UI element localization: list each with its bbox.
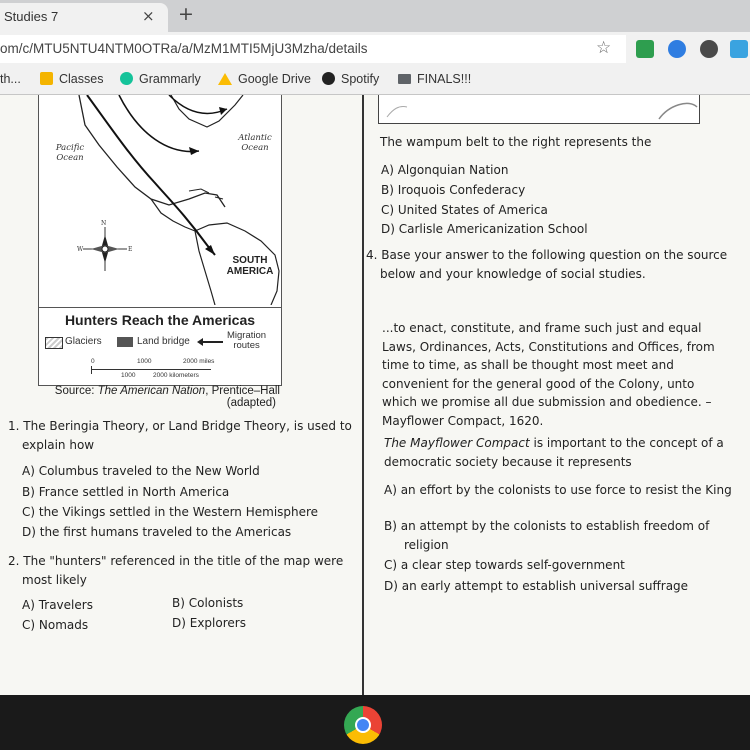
url-text[interactable]: om/c/MTU5NTU4NTM0OTRa/a/MzM1MTI5MjU3Mzha/details — [0, 41, 368, 56]
q2-option-c[interactable]: C) Nomads — [22, 618, 89, 632]
scale-1000-miles: 1000 — [137, 358, 152, 365]
mayflower-quote — [382, 319, 724, 430]
close-tab-icon[interactable]: × — [142, 7, 155, 25]
prompt-italic: The Mayflower Compact — [384, 436, 530, 450]
wampum-belt-image — [378, 95, 700, 124]
column-divider — [362, 95, 364, 695]
dark-extension-icon[interactable] — [700, 40, 718, 58]
q4-option-c[interactable]: C) a clear step towards self-government — [384, 558, 625, 572]
bookmark-classes[interactable] — [40, 72, 103, 86]
map-source — [38, 385, 280, 409]
map-figure — [38, 95, 282, 386]
spotify-icon — [322, 72, 335, 85]
map-title: Hunters Reach the Americas — [39, 307, 281, 328]
folder-icon — [398, 74, 411, 84]
bookmark-label: Spotify — [341, 72, 380, 86]
q1-option-b[interactable]: B) France settled in North America — [22, 485, 230, 499]
legend-land-bridge: Land bridge — [137, 336, 190, 347]
south-america-label: SOUTH AMERICA — [226, 255, 274, 277]
bookmark-label: Classes — [59, 72, 104, 86]
question-2: 2. The "hunters" referenced in the title of the map were most likely — [8, 554, 344, 587]
legend-migration: Migration routes — [227, 330, 267, 351]
scale-2000-km: 2000 kilometers — [153, 372, 199, 379]
wampum-option-b[interactable]: B) Iroquois Confederacy — [381, 183, 526, 197]
chrome-icon[interactable] — [344, 706, 382, 744]
cloud-extension-icon[interactable] — [730, 40, 748, 58]
q4-option-d[interactable]: D) an early attempt to establish universal suffrage — [384, 579, 689, 593]
grammarly-icon — [120, 72, 133, 85]
wampum-option-d[interactable]: D) Carlisle Americanization School — [381, 222, 588, 236]
question-4-prompt — [384, 434, 726, 471]
new-tab-icon[interactable]: + — [178, 3, 194, 25]
map-scale — [91, 357, 221, 383]
pacific-ocean-label: Pacific Ocean — [55, 143, 85, 163]
classes-icon — [40, 72, 53, 85]
legend-glaciers: Glaciers — [65, 336, 102, 347]
tab-strip — [0, 0, 750, 32]
browser-tab[interactable] — [0, 3, 168, 32]
bookmark-label: Google Drive — [238, 72, 311, 86]
arrowhead-icon — [197, 338, 203, 346]
classroom-extension-icon[interactable] — [636, 40, 654, 58]
source-prefix: Source: — [54, 385, 98, 397]
bookmark-star-icon[interactable]: ☆ — [596, 38, 612, 58]
q2-option-d[interactable]: D) Explorers — [172, 616, 246, 630]
chrome-icon-center — [355, 717, 371, 733]
compass-east-label: E — [128, 246, 133, 253]
scale-1000-km: 1000 — [121, 372, 136, 379]
map-legend — [39, 331, 281, 355]
quote-text: ...to enact, constitute, and frame such just and equal Laws, Ordinances, Acts, Constitutions and Offices, from time to time, as shall be thought most meet and convenient for the general good of the Colony, unto which we promise all due submission and obedience. – — [382, 321, 715, 409]
bookmark-spotify[interactable] — [322, 72, 379, 86]
source-publisher: , Prentice–Hall — [205, 385, 280, 397]
bookmark-label: Grammarly — [139, 72, 201, 86]
q1-option-c[interactable]: C) the Vikings settled in the Western Hemisphere — [22, 505, 319, 519]
address-bar[interactable] — [0, 35, 626, 63]
bookmark-label: th... — [0, 72, 21, 86]
q1-option-a[interactable]: A) Columbus traveled to the New World — [22, 464, 260, 478]
migration-arrow-icon — [201, 341, 223, 343]
bookmark-label: FINALS!!! — [417, 72, 472, 86]
question-4: 4. Base your answer to the following question on the source below and your knowledge of social studies. — [366, 248, 728, 281]
q4-option-a[interactable]: A) an effort by the colonists to use force to resist the King — [384, 483, 732, 497]
bookmarks-bar — [0, 66, 750, 95]
question-1: 1. The Beringia Theory, or Land Bridge Theory, is used to explain how — [8, 419, 352, 452]
source-adapted: (adapted) — [226, 397, 276, 409]
bookmark-finals[interactable] — [398, 72, 471, 86]
scale-zero: 0 — [91, 358, 95, 365]
bookmark-apps[interactable] — [0, 72, 21, 86]
tab-title: Studies 7 — [4, 9, 59, 24]
shield-extension-icon[interactable] — [668, 40, 686, 58]
source-book: The American Nation — [97, 385, 206, 397]
q4-option-b[interactable]: B) an attempt by the colonists to establish freedom of religion — [384, 519, 710, 552]
wampum-option-a[interactable]: A) Algonquian Nation — [381, 163, 509, 177]
wampum-question: The wampum belt to the right represents the — [380, 135, 652, 149]
land-bridge-swatch — [117, 337, 133, 347]
glaciers-swatch — [45, 337, 63, 349]
scale-2000-miles: 2000 miles — [183, 358, 215, 365]
q2-option-b[interactable]: B) Colonists — [172, 596, 244, 610]
compass-west-label: W — [77, 246, 84, 253]
quote-source: Mayflower Compact, 1620. — [382, 413, 544, 428]
compass-north-label: N — [101, 220, 107, 227]
bookmark-google-drive[interactable] — [218, 72, 311, 86]
wampum-belt-graphic — [379, 95, 699, 123]
document-page — [0, 95, 750, 695]
bookmark-grammarly[interactable] — [120, 72, 201, 86]
wampum-option-c[interactable]: C) United States of America — [381, 203, 548, 217]
q2-option-a[interactable]: A) Travelers — [22, 598, 93, 612]
prompt-rest: is important to the concept of a democratic society because it represents — [384, 436, 724, 469]
google-drive-icon — [218, 73, 232, 85]
atlantic-ocean-label: Atlantic Ocean — [238, 133, 272, 153]
browser-toolbar — [0, 32, 750, 66]
q1-option-d[interactable]: D) the first humans traveled to the Americas — [22, 525, 292, 539]
